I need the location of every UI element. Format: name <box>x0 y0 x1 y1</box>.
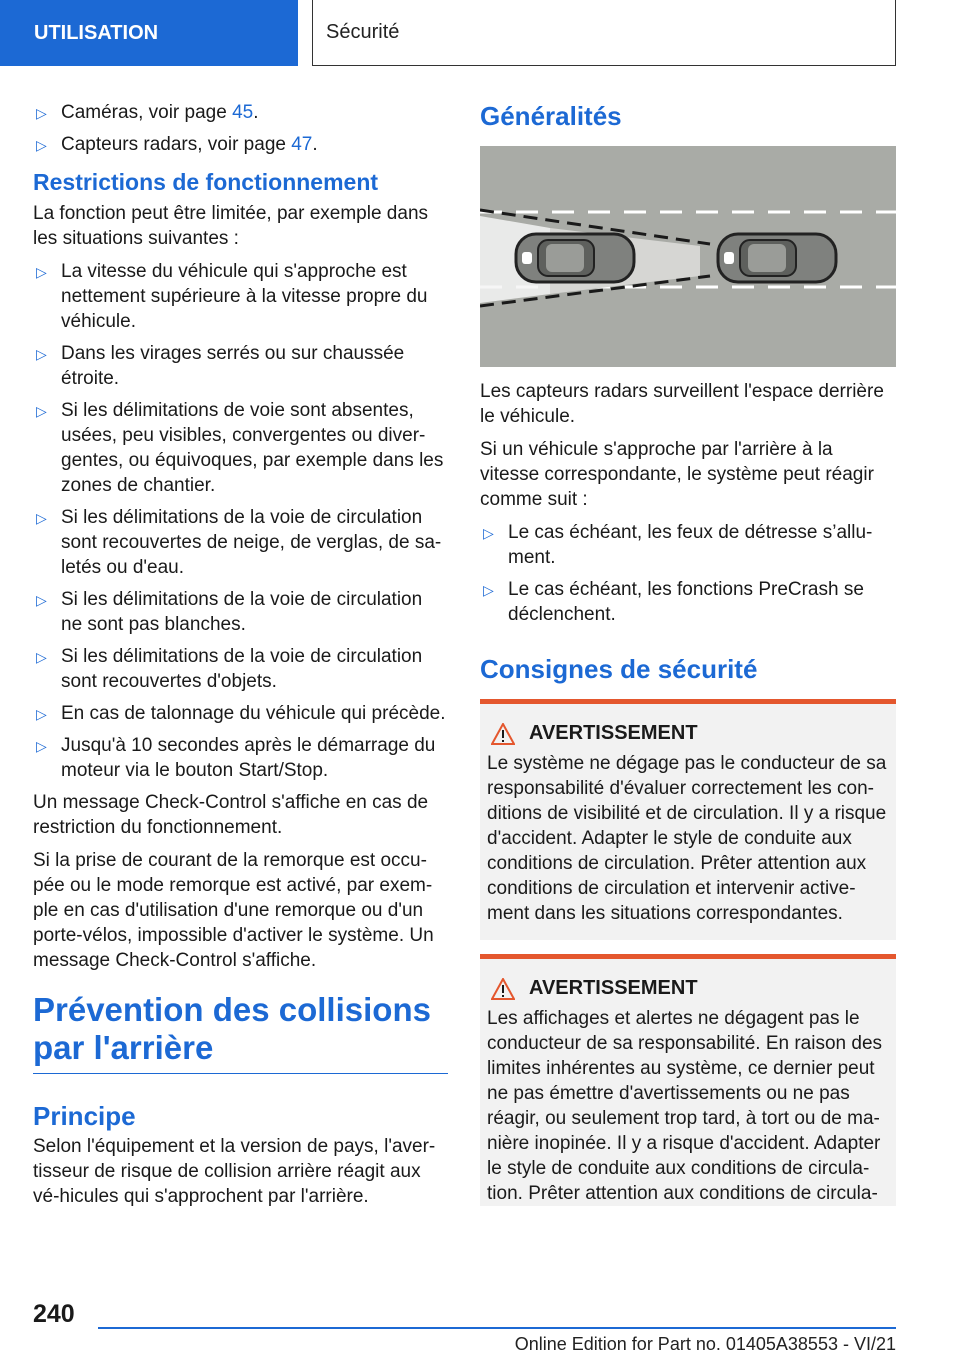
footer-divider <box>98 1327 896 1329</box>
car-icon <box>718 234 836 282</box>
bullet-text: Capteurs radars, voir page <box>61 134 292 155</box>
list-item: ▷ Caméras, voir page 45. <box>33 100 448 125</box>
list-item: ▷ Si les délimitations de voie sont absentes, usées, peu visibles, convergentes ou diver-gentes, ou équivoques, par exemple dans les zones de chantier. <box>36 400 444 496</box>
triangle-right-icon: ▷ <box>36 137 47 153</box>
warning-header <box>487 722 888 745</box>
triangle-right-icon: ▷ <box>483 525 494 541</box>
triangle-right-icon: ▷ <box>36 346 47 362</box>
triangle-right-icon: ▷ <box>36 403 47 419</box>
warning-header <box>487 977 888 1000</box>
intro-bullet-list <box>33 100 448 157</box>
list-item: ▷ La vitesse du véhicule qui s'approche est nettement supérieure à la vitesse propre du véhicule. <box>36 261 428 332</box>
page-number: 240 <box>33 1300 75 1328</box>
radar-paragraph: Les capteurs radars surveillent l'espace derrière le véhicule. <box>480 381 884 427</box>
triangle-right-icon: ▷ <box>36 649 47 665</box>
right-column <box>480 100 896 1220</box>
triangle-right-icon: ▷ <box>36 738 47 754</box>
left-column <box>33 100 448 1217</box>
list-item: ▷ Si les délimitations de la voie de circulation ne sont pas blanches. <box>36 589 423 635</box>
react-list <box>480 520 896 627</box>
car-icon <box>516 234 634 282</box>
list-item: ▷ Si les délimitations de la voie de circulation sont recouvertes d'objets. <box>36 646 423 692</box>
list-item: ▷ Dans les virages serrés ou sur chaussée étroite. <box>36 343 405 389</box>
section-heading-rear-collision: Prévention des collisions par l'arrière <box>33 991 448 1074</box>
rear-radar-illustration <box>480 146 896 367</box>
warning-title: AVERTISSEMENT <box>529 977 698 999</box>
warning-text: Le système ne dégage pas le conducteur de sa responsabilité d'évaluer correctement les con-ditions de visibilité et de circulation. Il y a risque d'accident. Adapter le style de conduite aux conditions de circulation. Prêter attention aux conditions de circulation et intervenir active-ment dans les situations correspondantes. <box>487 753 887 924</box>
warning-triangle-icon <box>491 723 515 745</box>
principe-paragraph: Selon l'équipement et la version de pays, l'aver-tisseur de risque de collision arrière réagit aux vé-hicules qui s'approchent par l'arrière. <box>33 1136 436 1207</box>
trailer-paragraph: Si la prise de courant de la remorque est occu-pée ou le mode remorque est activé, par exem-ple en cas d'utilisation d'une remorque ou d'un porte-vélos, impossible d'activer le système. Un message Check-Control s'affiche. <box>33 850 434 971</box>
triangle-right-icon: ▷ <box>36 510 47 526</box>
restrictions-intro: La fonction peut être limitée, par exemple dans les situations suivantes : <box>33 203 429 249</box>
consignes-heading: Consignes de sécurité <box>480 654 758 684</box>
list-item: ▷ Capteurs radars, voir page 47. <box>33 132 448 157</box>
generalites-heading: Généralités <box>480 101 622 131</box>
warning-text: Les affichages et alertes ne dégagent pas le conducteur de sa responsabilité. En raison des limites inhérentes au système, ce dernier peut ne pas émettre d'avertissements ou ne pas réagir, ou seulement trop tard, à tort ou de ma-nière inopinée. Il y a risque d'accident. Adapter le style de conduite aux conditions de circula-tion. Prêter attention aux conditions de circula- <box>487 1008 883 1204</box>
restrictions-list <box>33 259 448 783</box>
warning-box <box>480 699 896 940</box>
triangle-right-icon: ▷ <box>36 706 47 722</box>
list-item: ▷ Le cas échéant, les feux de détresse s’allu-ment. <box>483 522 873 568</box>
principe-heading: Principe <box>33 1101 136 1131</box>
restrictions-heading: Restrictions de fonctionnement <box>33 169 379 195</box>
list-item: ▷ Le cas échéant, les fonctions PreCrash se déclenchent. <box>483 579 864 625</box>
list-item: ▷ En cas de talonnage du véhicule qui précède. <box>33 701 448 726</box>
warning-box <box>480 954 896 1206</box>
check-control-paragraph: Un message Check-Control s'affiche en cas de restriction du fonctionnement. <box>33 792 429 838</box>
triangle-right-icon: ▷ <box>36 592 47 608</box>
warning-triangle-icon <box>491 978 515 1000</box>
triangle-right-icon: ▷ <box>36 105 47 121</box>
list-item: ▷ Si les délimitations de la voie de circulation sont recouvertes de neige, de verglas, de sa-letés ou d'eau. <box>36 507 442 578</box>
section-tab[interactable]: UTILISATION <box>0 0 298 66</box>
road-scene-svg <box>480 146 896 367</box>
triangle-right-icon: ▷ <box>483 582 494 598</box>
triangle-right-icon: ▷ <box>36 264 47 280</box>
bullet-text: Caméras, voir page <box>61 102 233 123</box>
warning-title: AVERTISSEMENT <box>529 722 698 744</box>
page-link-47[interactable]: 47 <box>291 134 313 155</box>
page-header-title: Sécurité <box>312 0 896 66</box>
react-paragraph: Si un véhicule s'approche par l'arrière à la vitesse correspondante, le système peut réagir comme suit : <box>480 439 874 510</box>
edition-footer: Online Edition for Part no. 01405A38553 - VI/21 <box>514 1334 896 1354</box>
list-item: ▷ Jusqu'à 10 secondes après le démarrage du moteur via le bouton Start/Stop. <box>36 735 436 781</box>
page-link-45[interactable]: 45 <box>232 102 254 123</box>
